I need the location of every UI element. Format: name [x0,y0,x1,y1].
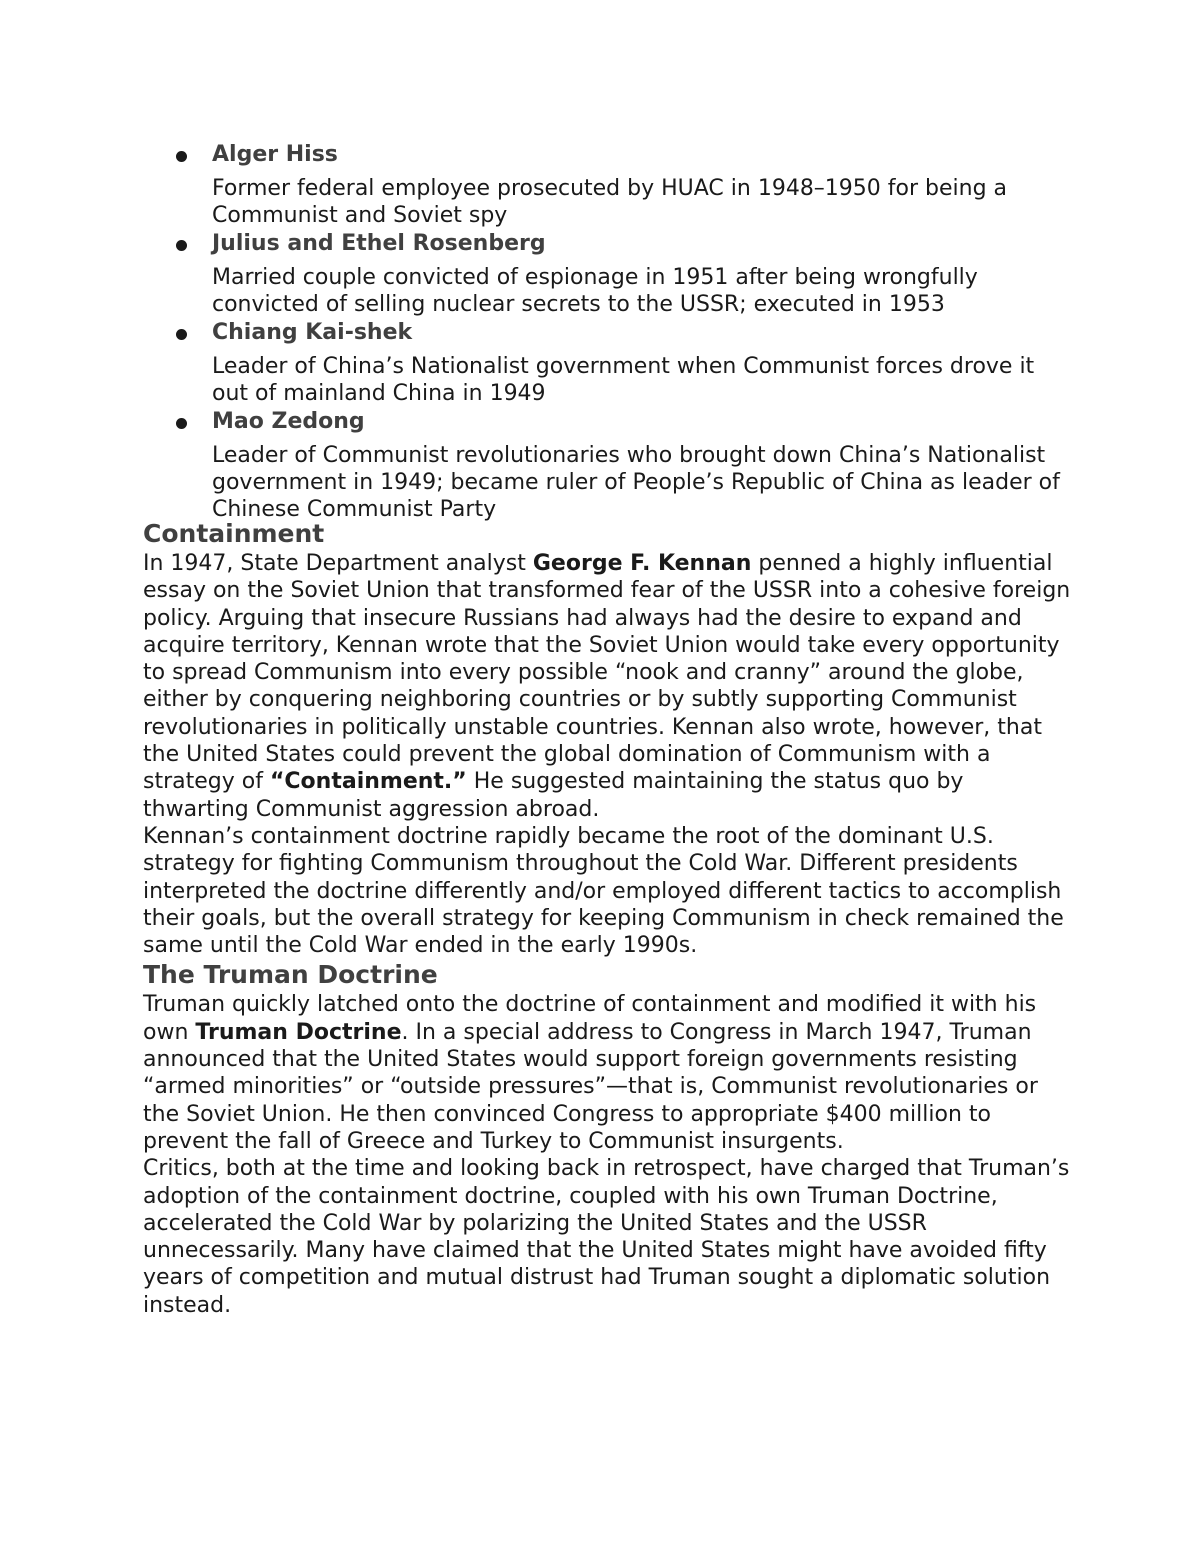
figure-name: Chiang Kai-shek [212,320,413,345]
figure-description: Former federal employee prosecuted by HUAC in 1948–1950 for being a Communist and Soviet spy [212,176,1008,228]
bullet-icon [176,151,187,162]
containment-heading: Containment [143,519,325,548]
truman-doctrine-heading: The Truman Doctrine [143,960,438,990]
text-run: . In a special address to Congress in March 1947, Truman announced that the United States would support foreign governments resisting “armed minorities” or “outside pressures”—that is, Communist revolutionaries or the Soviet Union. He then convinced Congress to appropriate $400 million to prevent the fall of Greece and Turkey to Communist insurgents. [143,1019,1038,1154]
list-item [0,407,1200,523]
figure-name: Alger Hiss [212,142,338,167]
figure-description: Leader of Communist revolutionaries who brought down China’s Nationalist government in 1949; became ruler of People’s Republic of China as leader of Chinese Communist Party [212,443,1060,522]
list-item [0,140,1200,229]
bullet-icon [176,418,187,429]
text-run: He suggested maintaining the status quo by thwarting Communist aggression abroad. [143,769,964,822]
containment-paragraph-1 [143,550,1073,823]
text-run: Truman quickly latched onto the doctrine of containment and modified it with his own [143,992,1037,1045]
bullet-icon [176,240,187,251]
body-text [143,518,1073,1319]
text-run: penned a highly influential essay on the Soviet Union that transformed fear of the USSR into a cohesive foreign policy. Arguing that insecure Russians had always had the desire to expand and acquire territory, Kennan wrote that the Soviet Union would take every opportunity to spread Communism into every possible “nook and cranny” around the globe, either by conquering neighboring countries or by subtly supporting Communist revolutionaries in politically unstable countries. Kennan also wrote, however, that the United States could prevent the global domination of Communism with a strategy of [143,551,1071,795]
bullet-icon [176,329,187,340]
containment-paragraph-2: Kennan’s containment doctrine rapidly became the root of the dominant U.S. strategy for fighting Communism throughout the Cold War. Different presidents interpreted the doctrine differently and/or employed different tactics to accomplish their goals, but the overall strategy for keeping Communism in check remained the same until the Cold War ended in the early 1990s. [143,823,1064,959]
figure-name: Mao Zedong [212,409,365,434]
figure-name: Julius and Ethel Rosenberg [212,231,546,256]
list-item [0,229,1200,318]
key-figures-list [0,140,1200,523]
kennan-term: George F. Kennan [532,551,752,576]
truman-paragraph-1 [143,991,1073,1155]
text-run: In 1947, State Department analyst [143,551,533,576]
containment-term: “Containment.” [269,769,467,795]
truman-doctrine-term: Truman Doctrine [195,1019,402,1045]
list-item [0,318,1200,407]
truman-paragraph-2: Critics, both at the time and looking back in retrospect, have charged that Truman’s adoption of the containment doctrine, coupled with his own Truman Doctrine, accelerated the Cold War by polarizing the United States and the USSR unnecessarily. Many have claimed that the United States might have avoided fifty years of competition and mutual distrust had Truman sought a diplomatic solution instead. [143,1156,1070,1318]
figure-description: Married couple convicted of espionage in 1951 after being wrongfully convicted of selling nuclear secrets to the USSR; executed in 1953 [212,265,978,317]
figure-description: Leader of China’s Nationalist government when Communist forces drove it out of mainland China in 1949 [212,354,1035,406]
